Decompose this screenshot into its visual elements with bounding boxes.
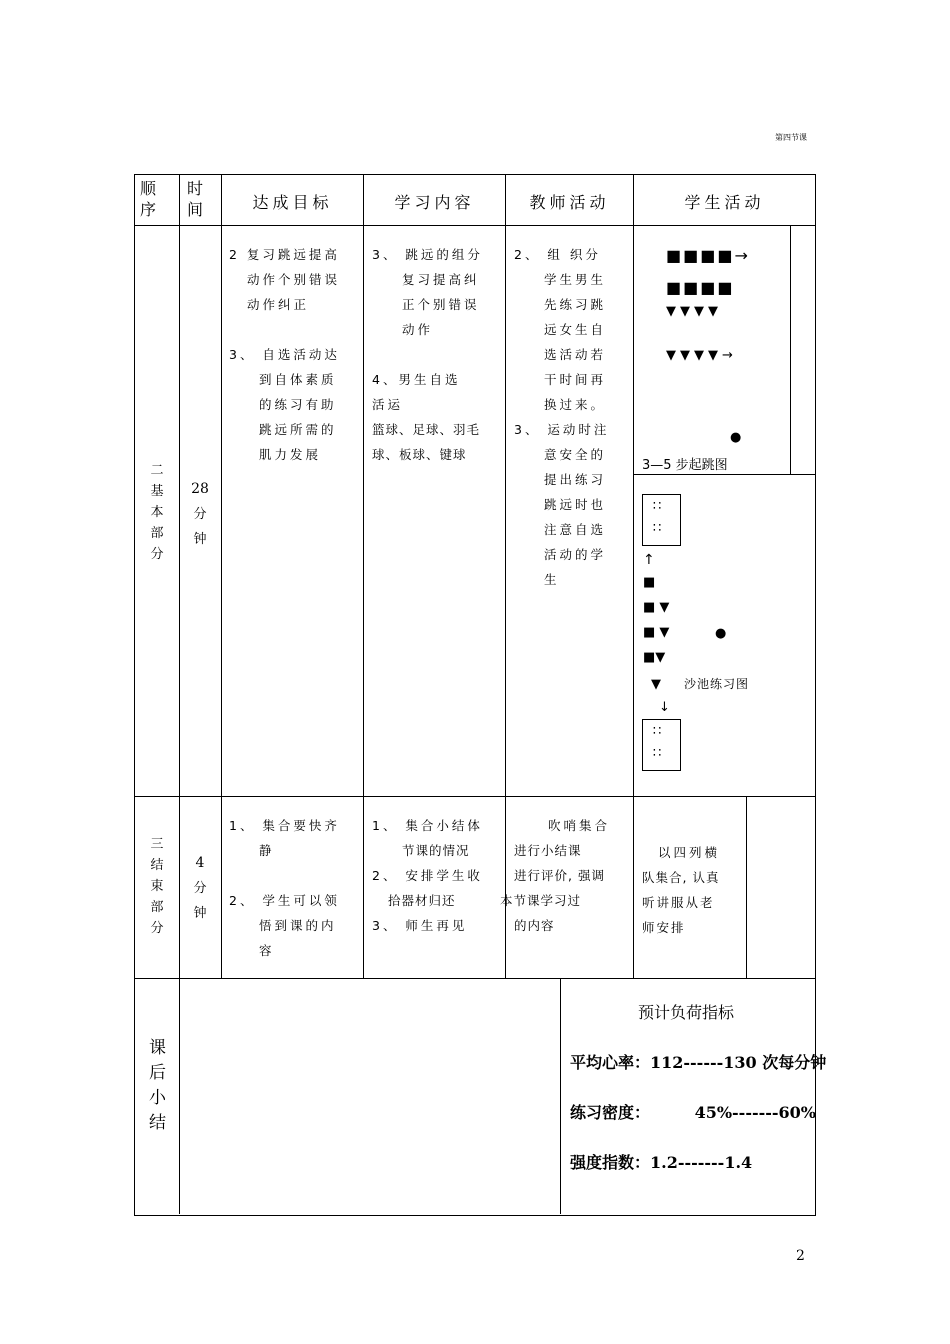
ending-goals: 1、 集合要快齐 静 2、 学生可以领 悟到课的内 容: [229, 818, 340, 958]
header-content: 学习内容: [394, 193, 475, 212]
basic-teacher: 2、 组 织分 学生男生 先练习跳 远女生自 选活动若 干时间再 换过来。 3、 运动时注 意安全的 提出练习 跳远时也 注意自选 活动的学 生: [514, 247, 610, 587]
col-divider: [633, 174, 634, 978]
basic-time: 28 分 钟: [191, 481, 209, 547]
page-number: 2: [796, 1248, 805, 1264]
formation-row-4: ▼▼▼▼→: [666, 348, 737, 363]
sandpit-diagram-caption: 沙池练习图: [684, 677, 750, 691]
header-goals: 达成目标: [252, 193, 333, 212]
pit-row-5: ▼: [651, 677, 661, 692]
basic-goals: 2 复习跳远提高 动作个别错误 动作纠正 3、 自选活动达 到自体素质 的练习有助 跳远所需的 肌力发展: [229, 247, 341, 462]
row-divider: [134, 796, 815, 797]
sandpit-bottom: ∷ ∷: [642, 719, 681, 771]
col-divider: [505, 174, 506, 978]
pit-row-2: ■ ▼: [643, 600, 670, 615]
teacher-dot-icon: ●: [715, 626, 727, 641]
col-divider: [363, 174, 364, 978]
ending-time: 4 分 钟: [193, 855, 207, 921]
summary-label: 课 后 小 结: [149, 1038, 166, 1133]
col-divider: [221, 174, 222, 978]
pit-row-1: ■: [643, 575, 656, 590]
sub-divider: [790, 225, 791, 474]
header-teacher: 教师活动: [529, 193, 610, 212]
pit-row-3: ■ ▼: [643, 625, 670, 640]
formation-row-2: ■■■■: [666, 278, 735, 297]
sub-divider: [746, 796, 747, 978]
header-student: 学生活动: [684, 193, 765, 212]
row-divider: [134, 225, 815, 226]
ending-teacher: 吹哨集合 进行小结课 进行评价, 强调 本节课学习过 的内容: [500, 818, 611, 933]
intensity-index: 强度指数：1.2-------1.4: [570, 1153, 753, 1172]
header-order: 顺 序: [140, 179, 157, 219]
lesson-label: 第四节课: [775, 133, 807, 142]
load-title: 预计负荷指标: [638, 1003, 735, 1022]
pit-row-4: ■▼: [643, 650, 666, 665]
summary-divider: [560, 978, 561, 1214]
teacher-dot-icon: ●: [730, 430, 742, 445]
ending-content: 1、 集合小结体 节课的情况 2、 安排学生收 拾器材归还 3、 师生再见: [372, 818, 483, 933]
takeoff-diagram-caption: 3—5 步起跳图: [642, 458, 728, 473]
basic-section-label: 二 基 本 部 分: [150, 463, 164, 562]
diagram-divider: [634, 474, 815, 475]
sandpit-top: ∷ ∷: [642, 494, 681, 546]
arrow-up-icon: ↑: [643, 552, 655, 568]
row-divider: [134, 978, 815, 979]
formation-row-1: ■■■■→: [666, 246, 750, 265]
ending-section-label: 三 结 束 部 分: [150, 837, 164, 936]
arrow-down-icon: ↓: [659, 700, 670, 715]
heart-rate: 平均心率：112------130 次每分钟: [570, 1053, 827, 1072]
ending-student: 以四列横 队集合, 认真 听讲服从老 师安排: [642, 845, 721, 935]
basic-content: 3、 跳远的组分 复习提高纠 正个别错误 动作 4、男生自选 活运 篮球、足球、羽毛 球、板球、键球: [372, 247, 483, 462]
col-divider: [179, 174, 180, 1214]
header-time: 时 间: [187, 179, 204, 219]
practice-density: 练习密度： 45%-------60%: [570, 1103, 816, 1122]
formation-row-3: ▼▼▼▼: [666, 304, 722, 319]
